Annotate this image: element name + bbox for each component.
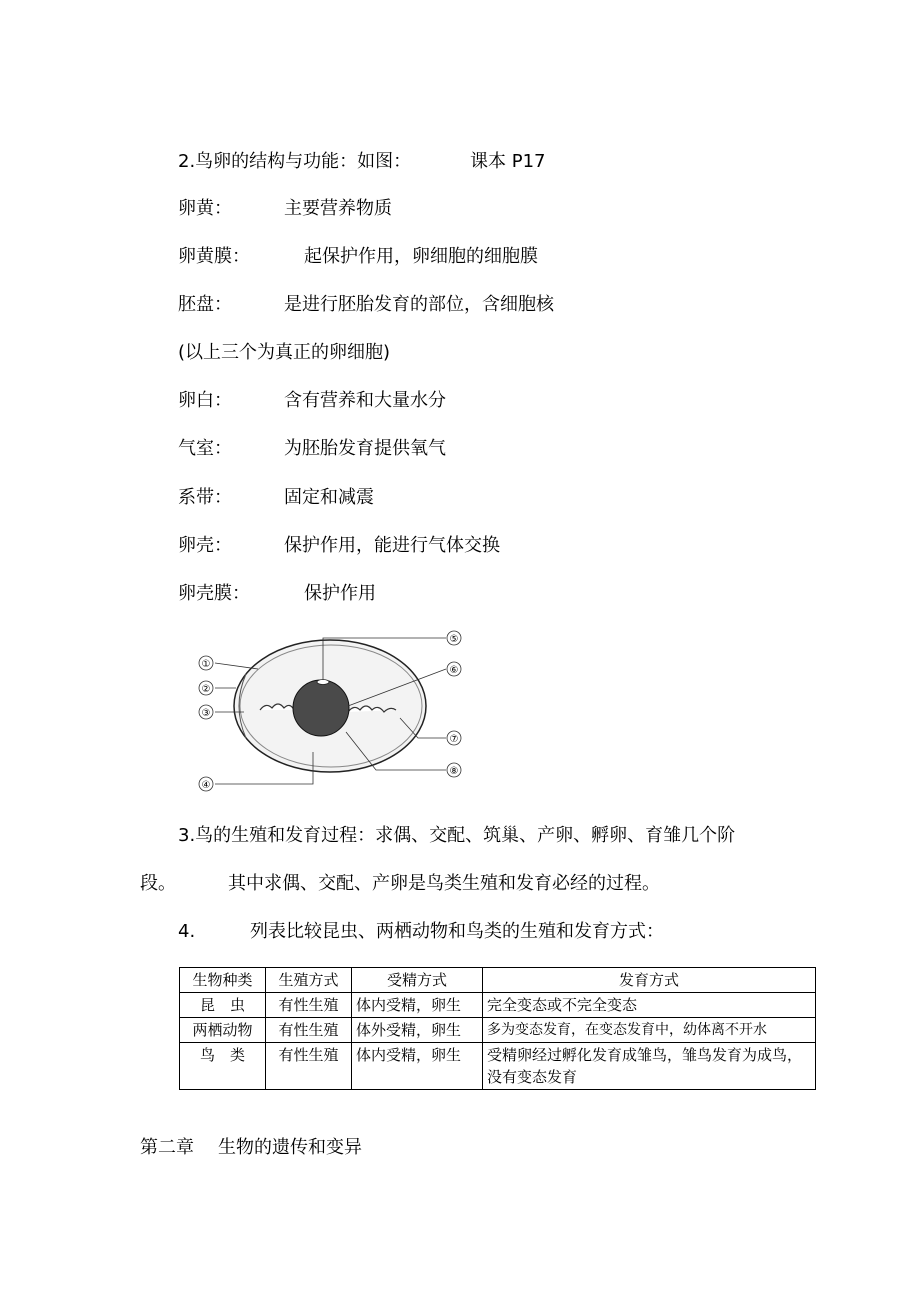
part-term-yolk: 卵黄：	[178, 198, 232, 219]
section-2-title: 2.鸟卵的结构与功能：如图：	[178, 151, 412, 172]
table-cell: 完全变态或不完全变态	[483, 993, 816, 1018]
germinal-disc-shape	[317, 680, 329, 685]
part-desc-yolk-membrane: 起保护作用，卵细胞的细胞膜	[304, 246, 538, 267]
table-header-cell: 发育方式	[483, 968, 816, 993]
table-cell: 体外受精，卵生	[352, 1018, 483, 1043]
section-3-line-2a: 段。	[140, 873, 176, 894]
label-3-text: ③	[201, 708, 211, 719]
label-6-text: ⑥	[449, 665, 459, 676]
table-cell: 有性生殖	[266, 993, 352, 1018]
label-2-text: ②	[201, 684, 211, 695]
part-desc-albumen: 含有营养和大量水分	[284, 390, 446, 411]
table-cell: 受精卵经过孵化发育成雏鸟，雏鸟发育为成鸟，没有变态发育	[483, 1043, 816, 1090]
table-row	[180, 1018, 816, 1043]
table-cell: 昆 虫	[180, 993, 266, 1018]
part-term-albumen: 卵白：	[178, 390, 232, 411]
section-3-line-2b: 其中求偶、交配、产卵是鸟类生殖和发育必经的过程。	[228, 873, 660, 894]
table-cell: 鸟 类	[180, 1043, 266, 1090]
egg-structure-diagram	[188, 624, 478, 796]
part-desc-shell: 保护作用，能进行气体交换	[284, 535, 500, 556]
label-7-text: ⑦	[449, 734, 459, 745]
table-row	[180, 1043, 816, 1090]
label-4-text: ④	[201, 780, 211, 791]
part-term-yolk-membrane: 卵黄膜：	[178, 246, 250, 267]
table-header-row	[180, 968, 816, 993]
section-4-text: 列表比较昆虫、两栖动物和鸟类的生殖和发育方式：	[250, 921, 664, 942]
section-2-ref: 课本 P17	[470, 151, 546, 172]
comparison-table	[179, 967, 816, 1090]
part-desc-yolk: 主要营养物质	[284, 198, 392, 219]
table-header-cell: 生物种类	[180, 968, 266, 993]
part-term-chalaza: 系带：	[178, 487, 232, 508]
table-cell: 体内受精，卵生	[352, 993, 483, 1018]
table-cell: 有性生殖	[266, 1043, 352, 1090]
chapter-title: 生物的遗传和变异	[218, 1137, 362, 1158]
part-term-shell: 卵壳：	[178, 535, 232, 556]
section-4-number: 4.	[178, 921, 196, 942]
part-term-shell-membrane: 卵壳膜：	[178, 583, 250, 604]
yolk-shape	[293, 680, 349, 736]
label-1-text: ①	[201, 659, 211, 670]
part-desc-chalaza: 固定和减震	[284, 487, 374, 508]
table-cell: 有性生殖	[266, 1018, 352, 1043]
egg-cell-note: (以上三个为真正的卵细胞)	[178, 342, 391, 363]
section-3-line-1: 3.鸟的生殖和发育过程：求偶、交配、筑巢、产卵、孵卵、育雏几个阶	[178, 825, 736, 846]
table-header-cell: 生殖方式	[266, 968, 352, 993]
table-header-cell: 受精方式	[352, 968, 483, 993]
part-desc-air-cell: 为胚胎发育提供氧气	[284, 438, 446, 459]
table-row	[180, 993, 816, 1018]
label-5-text: ⑤	[449, 634, 459, 645]
part-term-germinal-disc: 胚盘：	[178, 294, 232, 315]
table-cell: 多为变态发育，在变态发育中，幼体离不开水	[483, 1018, 816, 1043]
part-desc-shell-membrane: 保护作用	[304, 583, 376, 604]
label-8-text: ⑧	[449, 766, 459, 777]
table-cell: 两栖动物	[180, 1018, 266, 1043]
chapter-label: 第二章	[140, 1137, 194, 1158]
part-term-air-cell: 气室：	[178, 438, 232, 459]
part-desc-germinal-disc: 是进行胚胎发育的部位，含细胞核	[284, 294, 554, 315]
table-cell: 体内受精，卵生	[352, 1043, 483, 1090]
